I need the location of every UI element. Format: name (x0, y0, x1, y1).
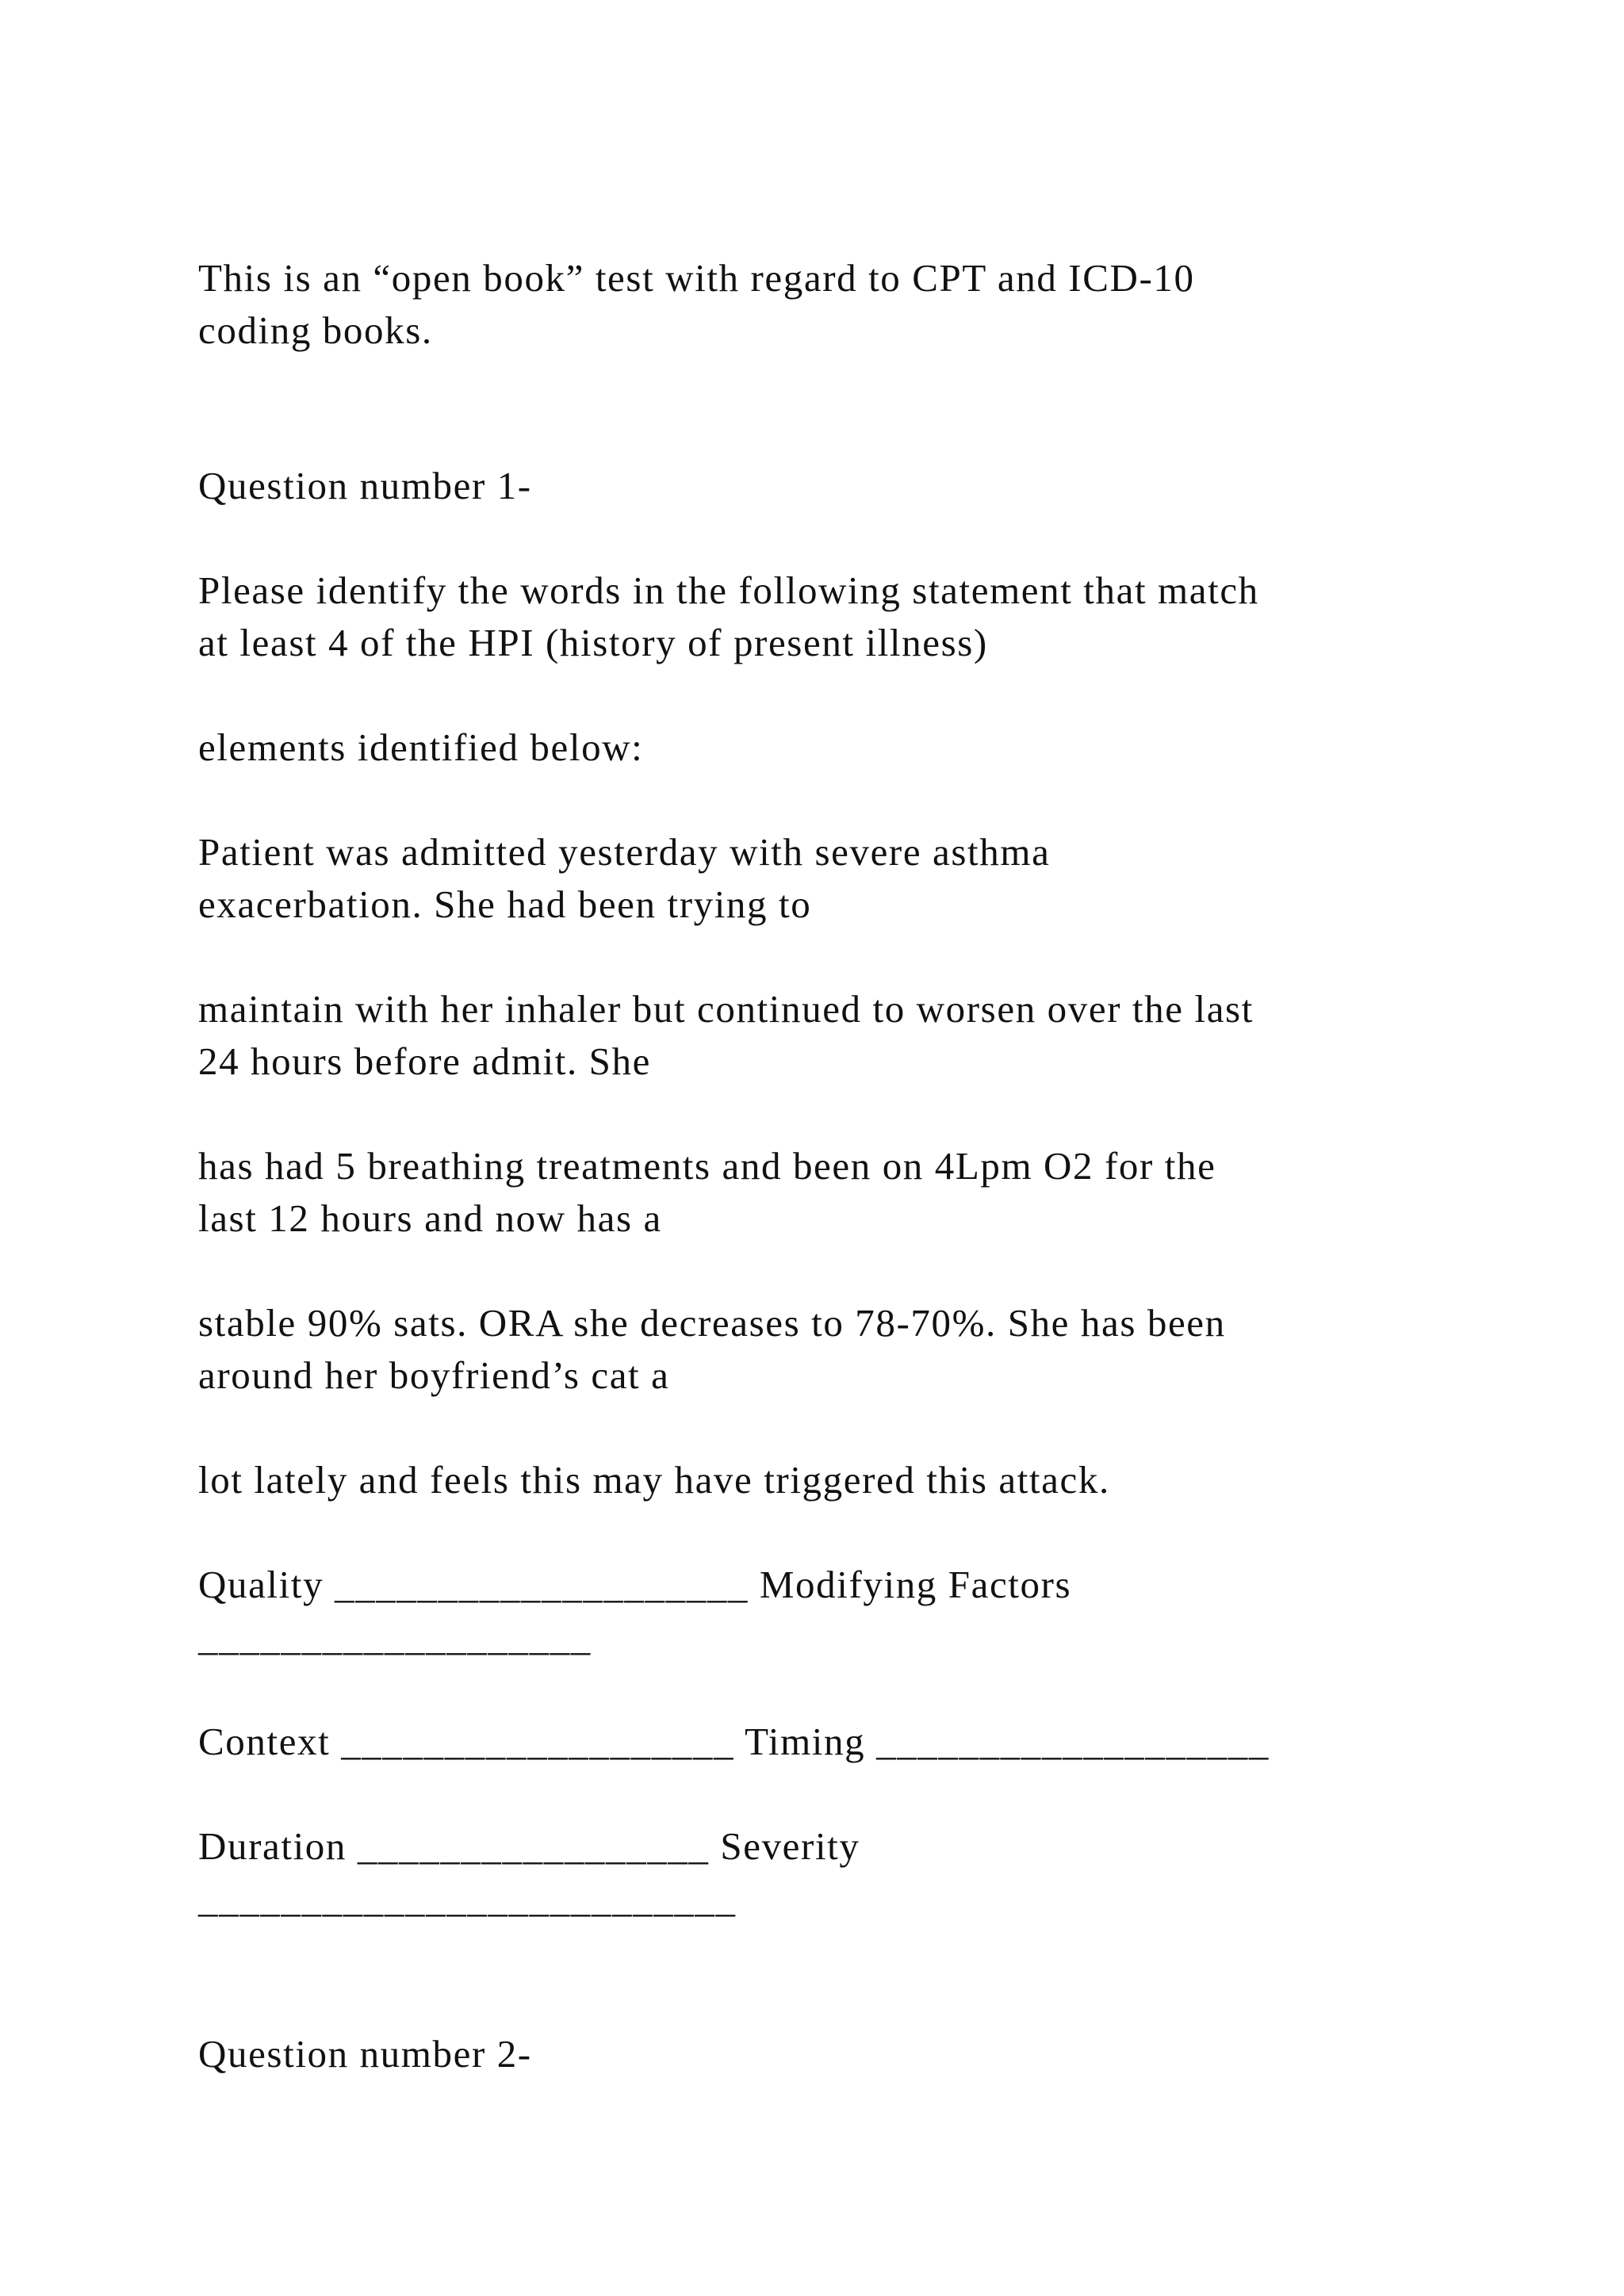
field-duration-severity: Duration _________________ Severity (198, 1824, 860, 1868)
field-context-timing: Context ___________________ Timing ___________________ (198, 1720, 1270, 1763)
passage-line-9: lot lately and feels this may have triggered this attack. (198, 1458, 1110, 1502)
passage-line-1: Patient was admitted yesterday with severe asthma (198, 830, 1051, 874)
question-1-prompt-line-3: elements identified below: (198, 725, 644, 769)
field-modifying-factors-blank: ___________________ (198, 1615, 592, 1659)
question-1-prompt-line-2: at least 4 of the HPI (history of present illness) (198, 621, 988, 664)
intro-line-2: coding books. (198, 308, 433, 352)
question-1-prompt-line-1: Please identify the words in the following statement that match (198, 568, 1259, 612)
passage-line-3: maintain with her inhaler but continued to worsen over the last (198, 987, 1254, 1031)
passage-line-6: last 12 hours and now has a (198, 1196, 662, 1240)
question-2-heading: Question number 2- (198, 2032, 532, 2076)
field-severity-blank: __________________________ (198, 1877, 737, 1920)
passage-line-8: around her boyfriend’s cat a (198, 1353, 670, 1397)
intro-line-1: This is an “open book” test with regard to CPT and ICD-10 (198, 256, 1195, 300)
passage-line-2: exacerbation. She had been trying to (198, 882, 812, 926)
passage-line-5: has had 5 breathing treatments and been on 4Lpm O2 for the (198, 1144, 1216, 1188)
question-1-heading: Question number 1- (198, 464, 532, 507)
field-quality-modifying-factors: Quality ____________________ Modifying Factors (198, 1563, 1072, 1606)
passage-line-7: stable 90% sats. ORA she decreases to 78-70%. She has been (198, 1301, 1226, 1345)
passage-line-4: 24 hours before admit. She (198, 1039, 651, 1083)
